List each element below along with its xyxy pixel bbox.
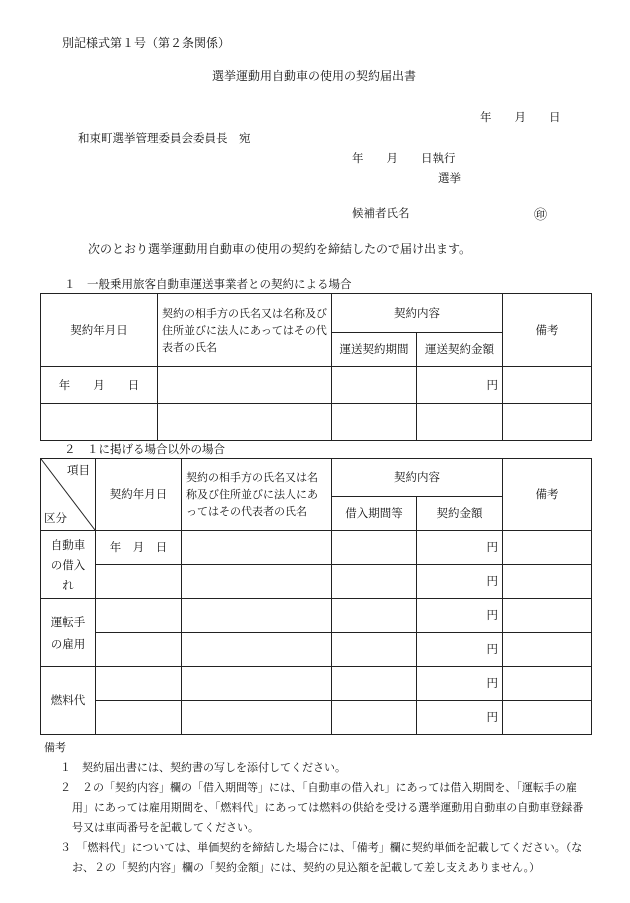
s2-amount-cell: 円 <box>417 667 503 701</box>
notes-heading: 備考 <box>44 741 66 754</box>
s2-item-kubun-header <box>41 459 96 531</box>
s1-amount-cell <box>417 404 503 441</box>
table-row <box>41 404 592 441</box>
table-row <box>41 701 592 735</box>
candidate-name-label: 候補者氏名 <box>352 206 410 220</box>
s2-remarks-cell <box>503 667 592 701</box>
s2-period-cell <box>332 531 417 565</box>
s2-party-cell <box>182 701 332 735</box>
s2-date-cell <box>96 667 182 701</box>
s2-remarks-cell <box>503 531 592 565</box>
note-1: １ 契約届出書には、契約書の写しを添付してください。 <box>60 761 346 774</box>
note-2-line-2: 用」にあっては雇用期間を、「燃料代」にあっては燃料の供給を受ける選挙運動用自動車の自動車登録番 <box>72 801 584 814</box>
s2-party-cell <box>182 633 332 667</box>
section2-table <box>40 458 592 735</box>
s2-col-remarks: 備考 <box>503 459 592 531</box>
s2-col-item: 項目 <box>67 463 90 477</box>
s2-period-cell <box>332 565 417 599</box>
s2-amount-cell: 円 <box>417 599 503 633</box>
s2-period-cell <box>332 599 417 633</box>
s2-amount-cell: 円 <box>417 633 503 667</box>
table-row <box>41 565 592 599</box>
table-row <box>41 633 592 667</box>
intro-text: 次のとおり選挙運動用自動車の使用の契約を締結したので届け出ます。 <box>88 242 472 256</box>
s2-date-cell <box>96 565 182 599</box>
table-row <box>41 367 592 404</box>
s2-remarks-cell <box>503 633 592 667</box>
s2-col-period: 借入期間等 <box>332 497 417 531</box>
s2-period-cell <box>332 667 417 701</box>
s1-period-cell <box>332 367 417 404</box>
notes-section <box>44 738 614 878</box>
s1-col-period: 運送契約期間 <box>332 333 417 367</box>
election-label: 選挙 <box>438 171 461 185</box>
s1-party-cell <box>158 404 332 441</box>
table-row <box>41 531 592 565</box>
s1-col-party: 契約の相手方の氏名又は名称及び住所並びに法人にあってはその代表者の氏名 <box>158 294 332 367</box>
s2-date-cell <box>96 633 182 667</box>
s1-party-cell <box>158 367 332 404</box>
s1-remarks-cell <box>503 404 592 441</box>
s1-amount-cell: 円 <box>417 367 503 404</box>
s1-col-amount: 運送契約金額 <box>417 333 503 367</box>
s1-col-remarks: 備考 <box>503 294 592 367</box>
note-2-line-1: ２ ２の「契約内容」欄の「借入期間等」には、「自動車の借入れ」にあっては借入期間を、「運転手の雇 <box>60 781 577 794</box>
s2-period-cell <box>332 633 417 667</box>
s2-date-cell <box>96 599 182 633</box>
form-number: 別記様式第１号（第２条関係） <box>62 36 231 50</box>
s2-col-date: 契約年月日 <box>96 459 182 531</box>
s2-category-driver: 運転手の雇用 <box>41 599 96 667</box>
submission-date: 年 月 日 <box>480 110 561 124</box>
s2-date-cell: 年 月 日 <box>96 531 182 565</box>
s1-col-contract: 契約内容 <box>332 294 503 333</box>
s2-amount-cell: 円 <box>417 531 503 565</box>
s2-category-fuel: 燃料代 <box>41 667 96 735</box>
note-3-line-2: お、２の「契約内容」欄の「契約金額」には、契約の見込額を記載して差し支えありません。） <box>72 861 541 874</box>
s2-remarks-cell <box>503 701 592 735</box>
s1-remarks-cell <box>503 367 592 404</box>
s2-category-vehicle: 自動車の借入れ <box>41 531 96 599</box>
section1-heading: １ 一般乗用旅客自動車運送事業者との契約による場合 <box>64 277 352 291</box>
election-date: 年 月 日執行 <box>352 151 456 165</box>
s2-remarks-cell <box>503 565 592 599</box>
table-row <box>41 667 592 701</box>
s2-amount-cell: 円 <box>417 701 503 735</box>
s2-date-cell <box>96 701 182 735</box>
s1-date-cell <box>41 404 158 441</box>
section2-heading: ２ １に掲げる場合以外の場合 <box>64 442 225 456</box>
addressee: 和束町選挙管理委員会委員長 宛 <box>78 131 251 145</box>
s2-party-cell <box>182 599 332 633</box>
seal-mark: ㊞ <box>534 208 548 223</box>
s1-col-date: 契約年月日 <box>41 294 158 367</box>
s2-col-party: 契約の相手方の氏名又は名称及び住所並びに法人にあってはその代表者の氏名 <box>182 459 332 531</box>
section1-table <box>40 293 592 441</box>
table-row <box>41 599 592 633</box>
s1-period-cell <box>332 404 417 441</box>
s2-party-cell <box>182 565 332 599</box>
page-title: 選挙運動用自動車の使用の契約届出書 <box>212 69 417 83</box>
s2-party-cell <box>182 667 332 701</box>
s2-remarks-cell <box>503 599 592 633</box>
s2-party-cell <box>182 531 332 565</box>
s2-period-cell <box>332 701 417 735</box>
s2-amount-cell: 円 <box>417 565 503 599</box>
note-3-line-1: ３ 「燃料代」については、単価契約を締結した場合には、「備考」欄に契約単価を記載してください。（な <box>60 841 583 854</box>
s2-col-kubun: 区分 <box>44 511 67 525</box>
s2-col-amount: 契約金額 <box>417 497 503 531</box>
note-2-line-3: 号又は車両番号を記載してください。 <box>72 821 259 834</box>
s1-date-cell: 年 月 日 <box>41 367 158 404</box>
s2-col-contract: 契約内容 <box>332 459 503 497</box>
